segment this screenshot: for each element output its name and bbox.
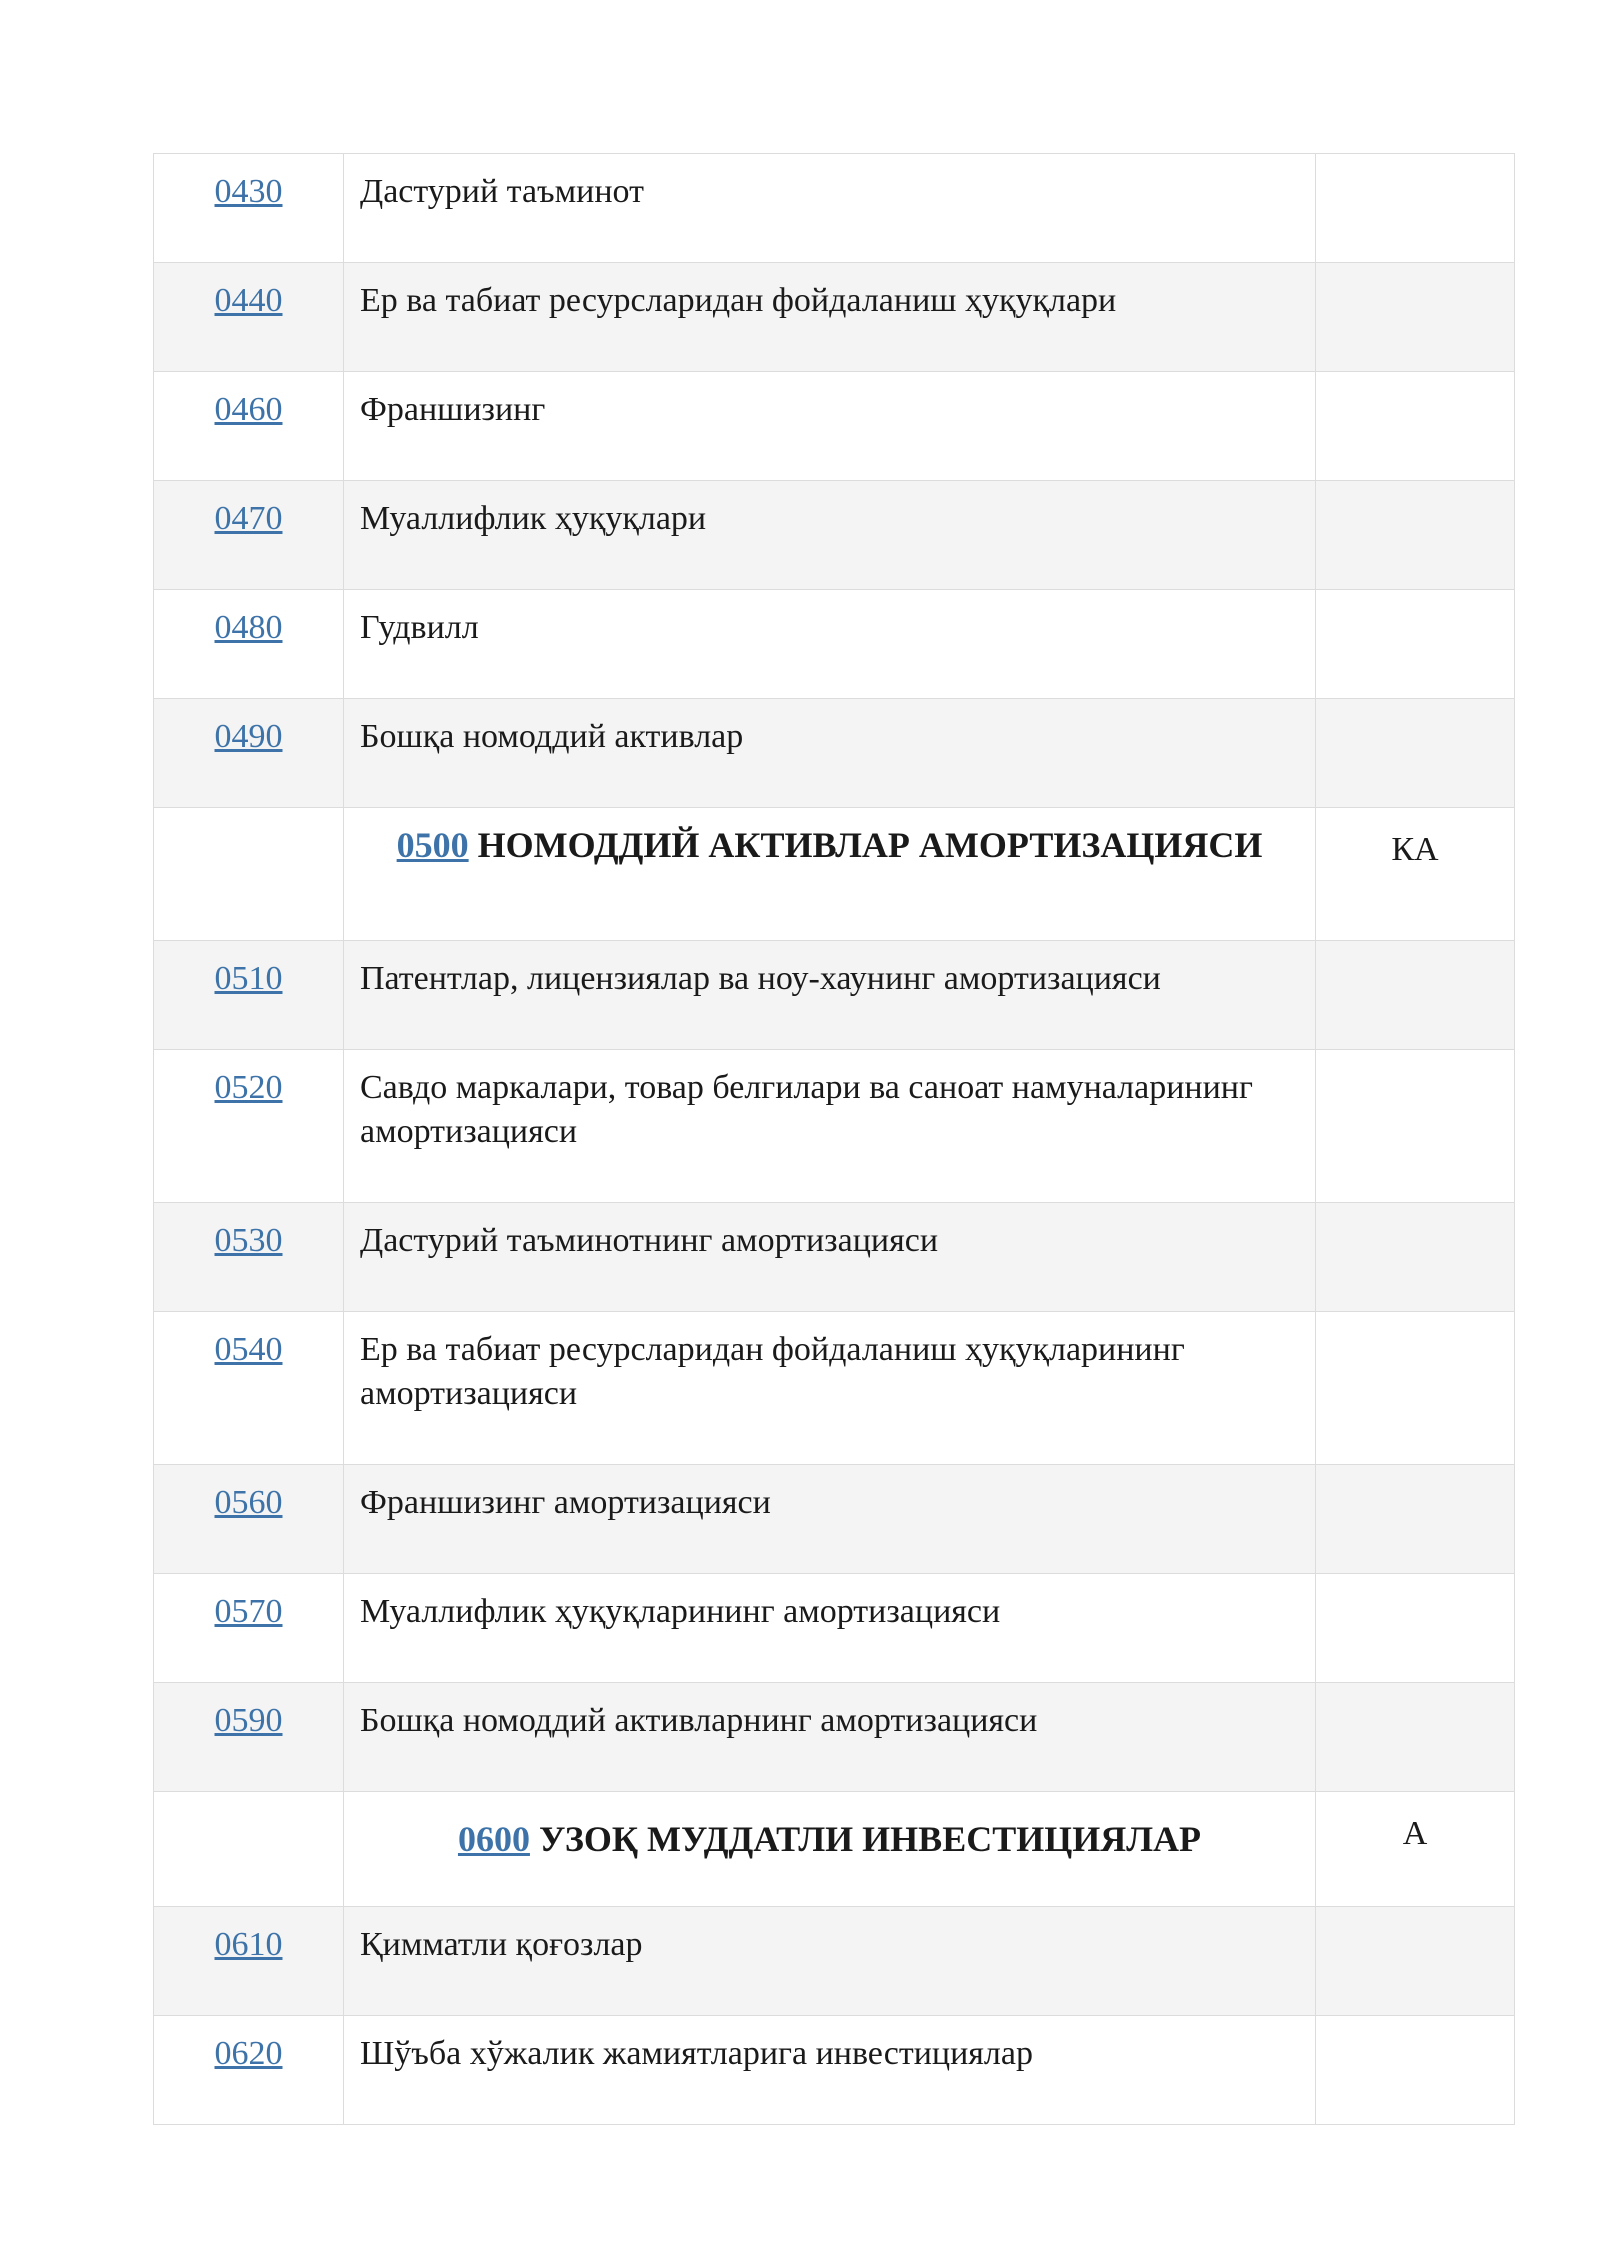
account-code-link[interactable]: 0590: [214, 1702, 283, 1739]
account-mark-cell: [1316, 590, 1515, 699]
account-mark-cell: [1316, 941, 1515, 1050]
account-code-link[interactable]: 0510: [214, 960, 283, 997]
table-row: [154, 1683, 1515, 1792]
account-code-link[interactable]: 0620: [214, 2035, 283, 2072]
account-code-cell: [154, 1465, 344, 1574]
account-name-cell: Гудвилл: [344, 590, 1316, 699]
section-title: УЗОҚ МУДДАТЛИ ИНВЕСТИЦИЯЛАР: [538, 1819, 1202, 1859]
account-mark-cell: [1316, 481, 1515, 590]
account-name-cell: Дастурий таъминотнинг амортизацияси: [344, 1203, 1316, 1312]
table-row: [154, 1050, 1515, 1203]
account-mark-cell: [1316, 372, 1515, 481]
account-code-cell: [154, 699, 344, 808]
account-mark-cell: [1316, 263, 1515, 372]
accounts-table: [153, 153, 1515, 2125]
account-code-cell: [154, 1312, 344, 1465]
account-name-cell: Шўъба хўжалик жамиятларига инвестициялар: [344, 2016, 1316, 2125]
section-code-link[interactable]: 0600: [457, 1819, 530, 1859]
account-code-cell: [154, 372, 344, 481]
table-row: [154, 481, 1515, 590]
section-title-cell: [344, 1792, 1316, 1907]
account-mark-cell: [1316, 1465, 1515, 1574]
account-code-link[interactable]: 0530: [214, 1222, 283, 1259]
account-mark-cell: [1316, 1683, 1515, 1792]
account-code-cell: [154, 263, 344, 372]
account-code-link[interactable]: 0610: [214, 1926, 283, 1963]
account-name-cell: Савдо маркалари, товар белгилари ва саноат намуналарининг амортизацияси: [344, 1050, 1316, 1203]
account-mark-cell: [1316, 1907, 1515, 2016]
account-mark-cell: [1316, 1050, 1515, 1203]
section-header-row: [154, 1792, 1515, 1907]
account-name-cell: Ер ва табиат ресурсларидан фойдаланиш ҳуқуқлари: [344, 263, 1316, 372]
table-row: [154, 590, 1515, 699]
account-code-cell: [154, 154, 344, 263]
account-code-cell: [154, 1203, 344, 1312]
account-code-cell: [154, 481, 344, 590]
account-name-cell: Бошқа номоддий активларнинг амортизацияси: [344, 1683, 1316, 1792]
account-code-cell: [154, 808, 344, 941]
account-name-cell: Қимматли қоғозлар: [344, 1907, 1316, 2016]
table-row: [154, 1574, 1515, 1683]
account-mark-cell: [1316, 154, 1515, 263]
account-code-cell: [154, 941, 344, 1050]
account-mark-cell: [1316, 1312, 1515, 1465]
section-title: НОМОДДИЙ АКТИВЛАР АМОРТИЗАЦИЯСИ: [477, 825, 1263, 865]
account-name-cell: Ер ва табиат ресурсларидан фойдаланиш ҳуқуқларининг амортизацияси: [344, 1312, 1316, 1465]
table-row: [154, 372, 1515, 481]
table-row: [154, 2016, 1515, 2125]
account-code-cell: [154, 1907, 344, 2016]
section-code-link[interactable]: 0500: [396, 825, 469, 865]
table-row: [154, 699, 1515, 808]
account-code-cell: [154, 1050, 344, 1203]
table-row: [154, 1465, 1515, 1574]
account-code-cell: [154, 590, 344, 699]
section-type-cell: А: [1316, 1792, 1515, 1907]
section-type-cell: КА: [1316, 808, 1515, 941]
account-code-link[interactable]: 0440: [214, 282, 283, 319]
account-mark-cell: [1316, 699, 1515, 808]
table-row: [154, 154, 1515, 263]
table-row: [154, 1203, 1515, 1312]
section-header-row: [154, 808, 1515, 941]
account-code-cell: [154, 2016, 344, 2125]
account-code-cell: [154, 1792, 344, 1907]
account-mark-cell: [1316, 2016, 1515, 2125]
account-code-link[interactable]: 0520: [214, 1069, 283, 1106]
account-code-link[interactable]: 0540: [214, 1331, 283, 1368]
table-row: [154, 941, 1515, 1050]
account-code-link[interactable]: 0480: [214, 609, 283, 646]
account-code-link[interactable]: 0460: [214, 391, 283, 428]
account-name-cell: Дастурий таъминот: [344, 154, 1316, 263]
account-code-link[interactable]: 0490: [214, 718, 283, 755]
account-name-cell: Франшизинг: [344, 372, 1316, 481]
table-row: [154, 1312, 1515, 1465]
account-code-link[interactable]: 0430: [214, 173, 283, 210]
account-name-cell: Бошқа номоддий активлар: [344, 699, 1316, 808]
account-name-cell: Муаллифлик ҳуқуқлари: [344, 481, 1316, 590]
account-code-link[interactable]: 0470: [214, 500, 283, 537]
account-name-cell: Франшизинг амортизацияси: [344, 1465, 1316, 1574]
section-title-cell: [344, 808, 1316, 941]
table-row: [154, 263, 1515, 372]
account-code-link[interactable]: 0570: [214, 1593, 283, 1630]
table-row: [154, 1907, 1515, 2016]
account-code-cell: [154, 1574, 344, 1683]
account-code-cell: [154, 1683, 344, 1792]
account-mark-cell: [1316, 1574, 1515, 1683]
account-name-cell: Патентлар, лицензиялар ва ноу-хаунинг амортизацияси: [344, 941, 1316, 1050]
account-mark-cell: [1316, 1203, 1515, 1312]
account-name-cell: Муаллифлик ҳуқуқларининг амортизацияси: [344, 1574, 1316, 1683]
account-code-link[interactable]: 0560: [214, 1484, 283, 1521]
